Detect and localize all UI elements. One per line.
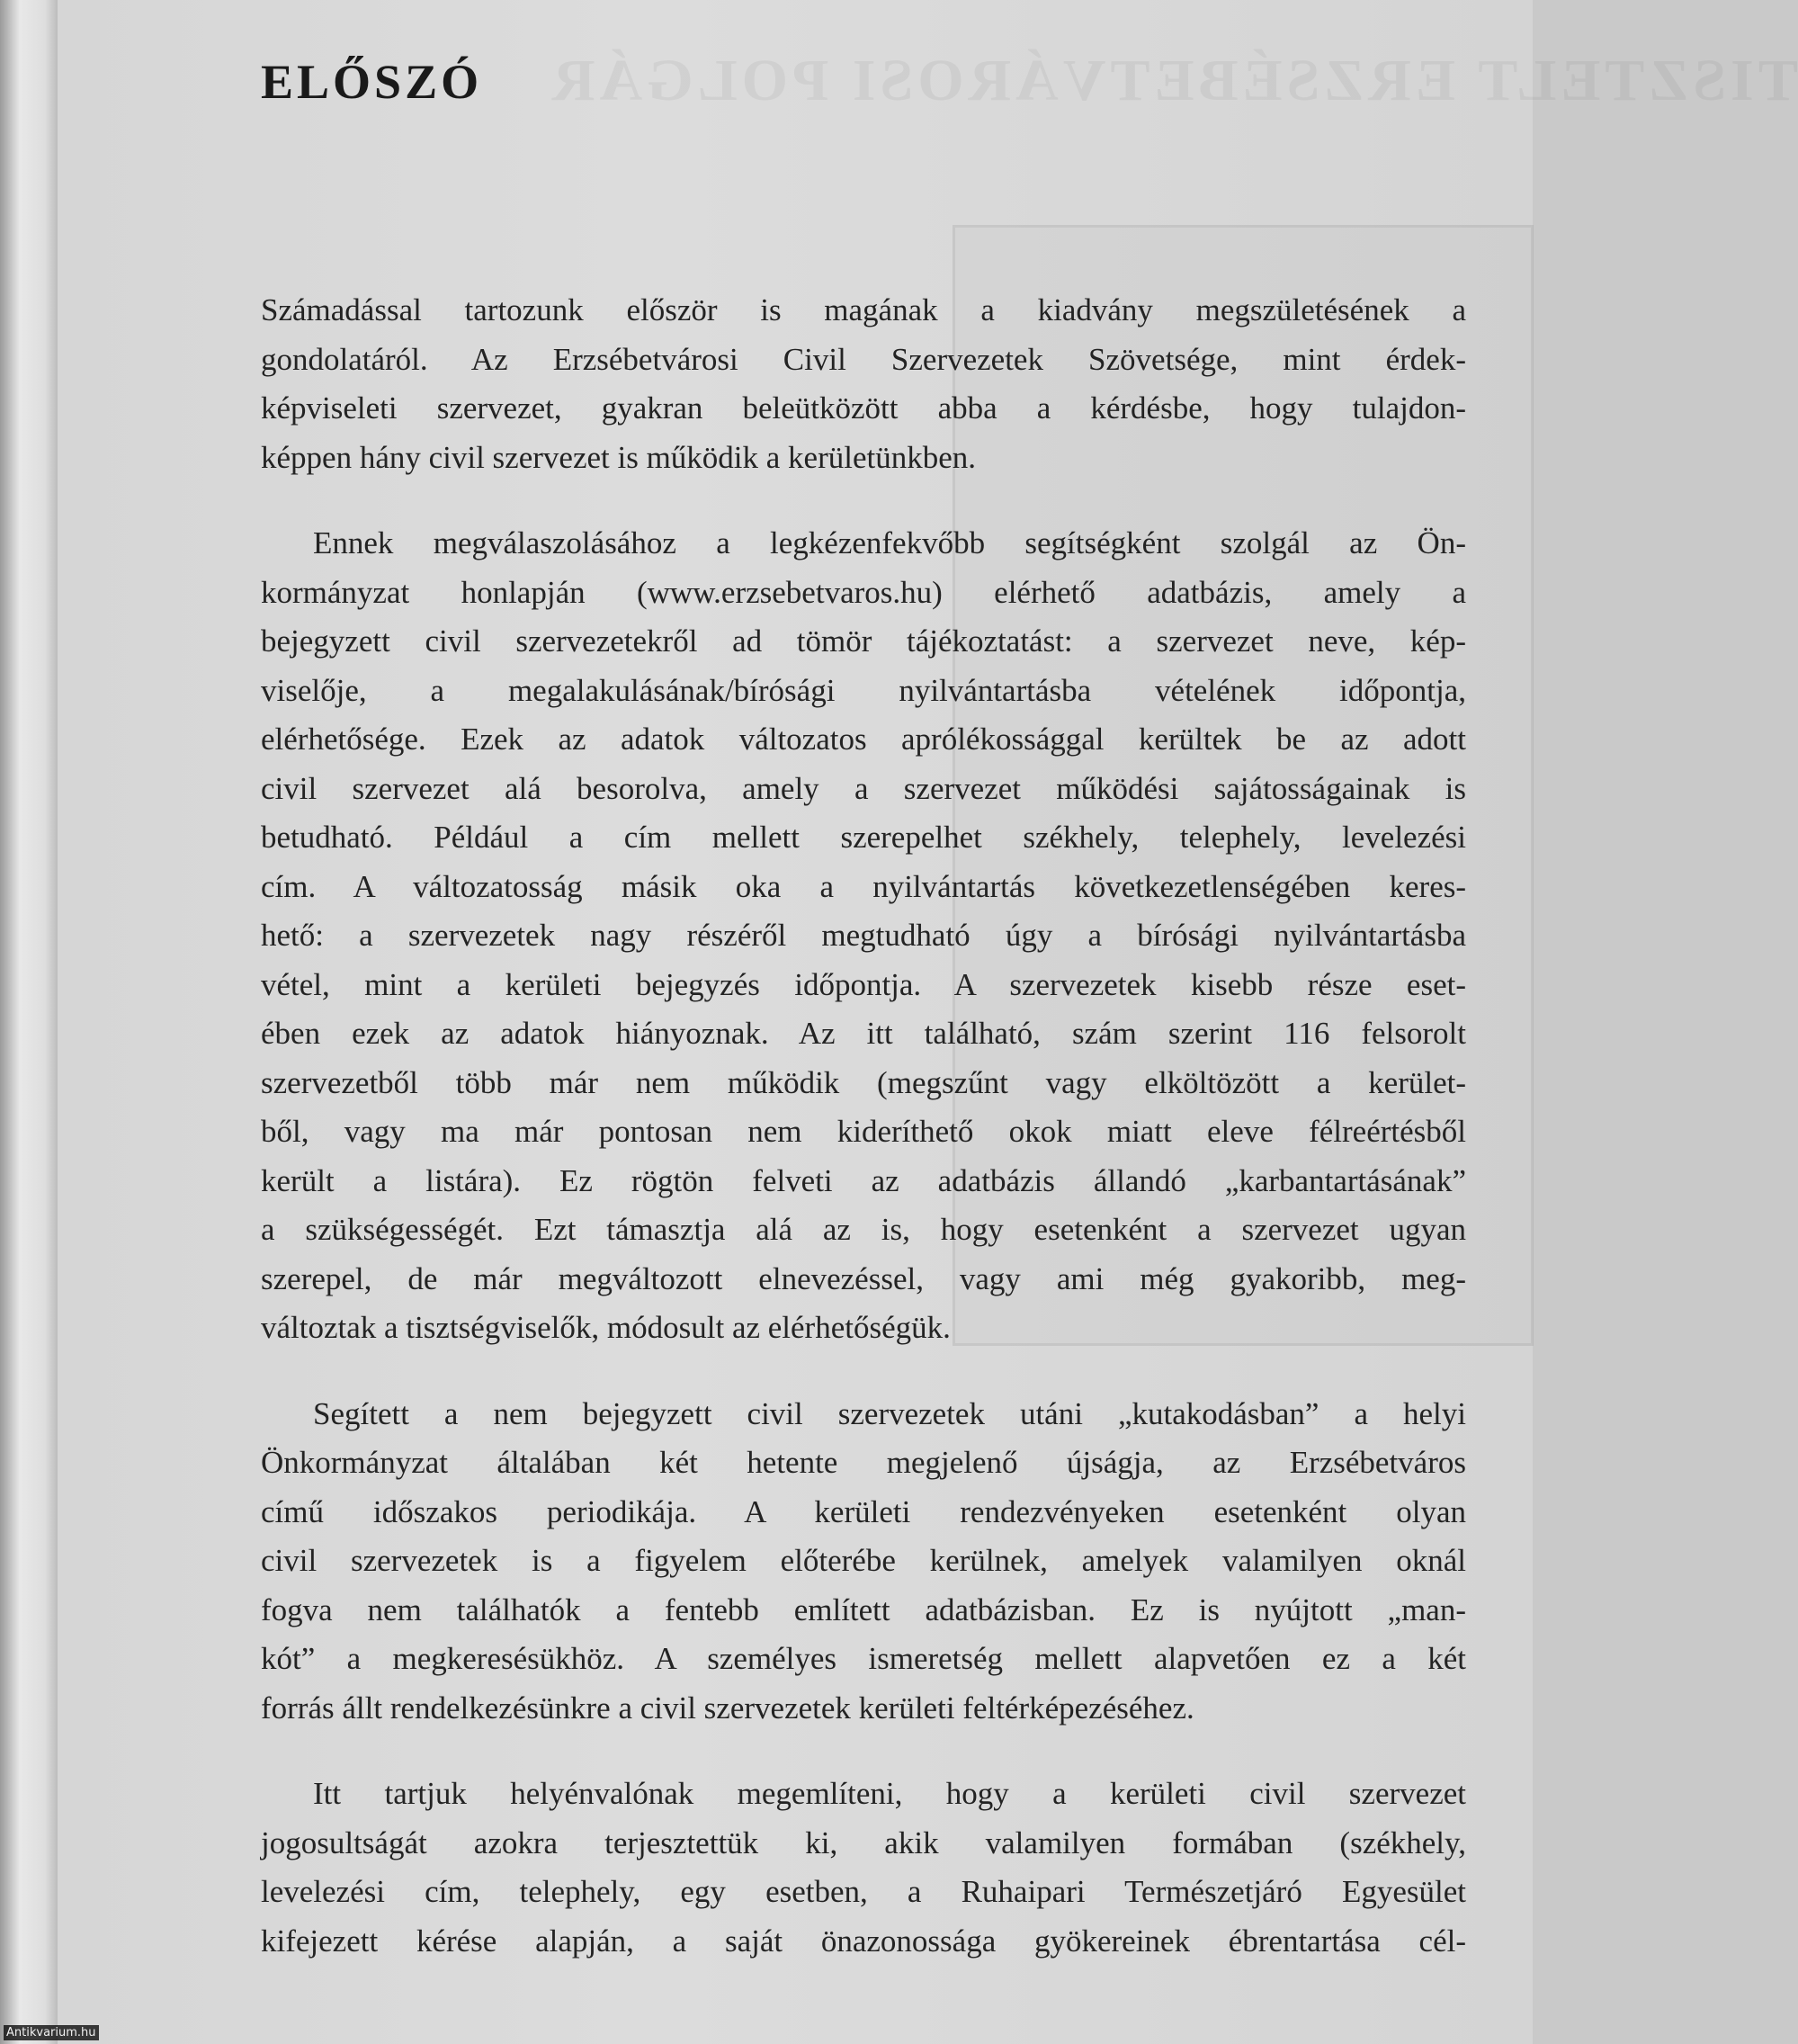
- text-line: viselője, a megalakulásának/bírósági nyilvántartásba vételének időpontja,: [261, 672, 1466, 708]
- paragraph-gap: [261, 1353, 1466, 1390]
- text-line: változtak a tisztségviselők, módosult az elérhetőségük.: [261, 1310, 951, 1345]
- text-line: forrás állt rendelkezésünkre a civil szervezetek kerületi feltérképezéséhez.: [261, 1690, 1194, 1726]
- text-line: képpen hány civil szervezet is működik a kerületünkben.: [261, 439, 977, 475]
- source-watermark: Antikvarium.hu: [4, 2025, 99, 2040]
- paragraph: [261, 519, 1466, 1353]
- body-text: [261, 286, 1466, 1966]
- bleed-through-title: TISZTELT ERZSÉBETVÁROSI POLGÁR: [548, 48, 1798, 113]
- text-line: kót” a megkeresésükhöz. A személyes ismeretség mellett alapvetően ez a két: [261, 1641, 1466, 1676]
- text-line: fogva nem találhatók a fentebb említett adatbázisban. Ez is nyújtott „man-: [261, 1591, 1466, 1627]
- text-line: Számadással tartozunk először is magának a kiadvány megszületésének a: [261, 292, 1466, 327]
- paragraph: [261, 1390, 1466, 1734]
- paragraph-gap: [261, 1733, 1466, 1770]
- paragraph-gap: [261, 482, 1466, 519]
- book-spine-edge: [0, 0, 58, 2044]
- text-line: civil szervezet alá besorolva, amely a szervezet működési sajátosságainak is: [261, 770, 1466, 806]
- text-line: levelezési cím, telephely, egy esetben, a Ruhaipari Természetjáró Egyesület: [261, 1874, 1466, 1909]
- text-line: elérhetősége. Ezek az adatok változatos aprólékossággal kerültek be az adott: [261, 722, 1466, 757]
- text-line: szerepel, de már megváltozott elnevezéssel, vagy ami még gyakoribb, meg-: [261, 1260, 1466, 1296]
- paragraph: [261, 1770, 1466, 1966]
- paragraph: [261, 286, 1466, 482]
- text-line: a szükségességét. Ezt támasztja alá az is, hogy esetenként a szervezet ugyan: [261, 1212, 1466, 1247]
- text-line: került a listára). Ez rögtön felveti az adatbázis állandó „karbantartásának”: [261, 1162, 1466, 1198]
- text-line: kormányzat honlapján (www.erzsebetvaros.hu) elérhető adatbázis, amely a: [261, 574, 1466, 610]
- text-line: betudható. Például a cím mellett szerepelhet székhely, telephely, levelezési: [261, 820, 1466, 855]
- text-line: civil szervezetek is a figyelem előterébe kerülnek, amelyek valamilyen oknál: [261, 1543, 1466, 1578]
- text-line: hető: a szervezetek nagy részéről megtudható úgy a bírósági nyilvántartásba: [261, 918, 1466, 953]
- text-line: ében ezek az adatok hiányoznak. Az itt található, szám szerint 116 felsorolt: [261, 1016, 1466, 1051]
- text-line: ből, vagy ma már pontosan nem kideríthető okok miatt eleve félreértésből: [261, 1114, 1466, 1149]
- text-line: kifejezett kérése alapján, a saját önazonossága gyökereinek ébrentartása cél-: [261, 1923, 1466, 1959]
- text-line: vétel, mint a kerületi bejegyzés időpontja. A szervezetek kisebb része eset-: [261, 966, 1466, 1002]
- text-line: Ennek megválaszolásához a legkézenfekvőbb segítségként szolgál az Ön-: [313, 525, 1466, 560]
- text-line: Önkormányzat általában két hetente megjelenő újságja, az Erzsébetváros: [261, 1445, 1466, 1480]
- text-line: Segített a nem bejegyzett civil szervezetek utáni „kutakodásban” a helyi: [313, 1395, 1466, 1431]
- text-line: című időszakos periodikája. A kerületi rendezvényeken esetenként olyan: [261, 1493, 1466, 1529]
- text-line: jogosultságát azokra terjesztettük ki, akik valamilyen formában (székhely,: [261, 1824, 1466, 1860]
- text-line: bejegyzett civil szervezetekről ad tömör tájékoztatást: a szervezet neve, kép-: [261, 623, 1466, 659]
- page-title: ELŐSZÓ: [261, 55, 483, 109]
- text-line: gondolatáról. Az Erzsébetvárosi Civil Szervezetek Szövetsége, mint érdek-: [261, 341, 1466, 377]
- text-line: szervezetből több már nem működik (megszűnt vagy elköltözött a kerület-: [261, 1064, 1466, 1100]
- text-line: képviseleti szervezet, gyakran beleütközött abba a kérdésbe, hogy tulajdon-: [261, 390, 1466, 426]
- text-line: Itt tartjuk helyénvalónak megemlíteni, hogy a kerületi civil szervezet: [313, 1776, 1466, 1811]
- text-line: cím. A változatosság másik oka a nyilvántartás következetlenségében keres-: [261, 868, 1466, 904]
